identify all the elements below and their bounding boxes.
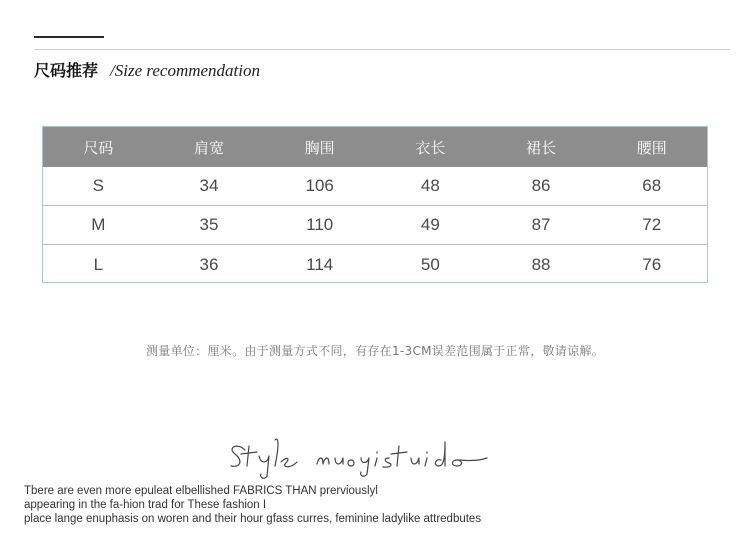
column-header-size: 尺码: [83, 138, 114, 157]
cell-bust: 114: [306, 254, 334, 274]
measurement-note: 测量单位：厘米。由于测量方式不同，有存在1-3CM误差范围属于正常，敬请谅解。: [145, 344, 605, 358]
cell-waist: 72: [642, 215, 662, 234]
cell-bust: 110: [306, 215, 334, 234]
cell-size: L: [93, 254, 104, 274]
description-line: place lange enuphasis on woren and their hour gfass curres, feminine ladylike attredbutes: [24, 513, 482, 525]
column-header-waist: 腰围: [636, 138, 667, 157]
fashion-description: [24, 484, 724, 526]
column-header-bust: 胸围: [304, 138, 335, 157]
cell-length: 48: [420, 176, 440, 195]
cell-skirt-length: 88: [531, 254, 551, 274]
cell-shoulder: 34: [199, 176, 219, 195]
section-heading: [34, 58, 260, 80]
cell-waist: 76: [642, 254, 662, 274]
cell-bust: 106: [305, 176, 334, 195]
heading-english: /Size recommendation: [110, 61, 260, 80]
column-header-length: 衣长: [415, 138, 446, 157]
description-line: appearing in the fa-hion trad for These fashion I: [24, 499, 267, 511]
signature-script-icon: [225, 432, 525, 482]
column-header-skirt-length: 裙长: [526, 138, 557, 157]
size-table: [42, 126, 708, 283]
table-row: [43, 167, 707, 206]
column-header-shoulder: 肩宽: [194, 138, 225, 157]
heading-divider: [34, 49, 730, 50]
cell-shoulder: 35: [199, 215, 219, 234]
heading-accent-rule: [34, 36, 104, 38]
table-row: [43, 245, 707, 284]
cell-skirt-length: 86: [531, 176, 551, 195]
cell-size: S: [92, 176, 104, 195]
cell-size: M: [91, 215, 106, 234]
style-signature: [225, 432, 525, 482]
cell-shoulder: 36: [199, 254, 219, 274]
cell-length: 49: [420, 215, 440, 234]
cell-length: 50: [420, 254, 440, 274]
cell-waist: 68: [642, 176, 662, 195]
description-line: Tbere are even more epuleat elbellished FABRICS THAN prerviouslyl: [24, 485, 378, 497]
table-row: [43, 206, 707, 245]
table-header-row: [43, 127, 707, 167]
cell-skirt-length: 87: [531, 215, 551, 234]
heading-chinese: 尺码推荐: [34, 61, 99, 80]
